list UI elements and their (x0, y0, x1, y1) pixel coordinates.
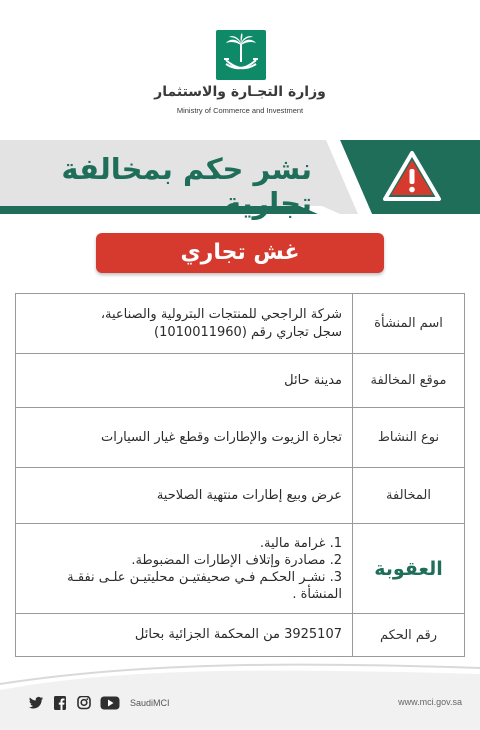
row-label: نوع النشاط (352, 408, 464, 467)
ministry-name-arabic: وزارة التجـارة والاستثمار (154, 84, 326, 100)
youtube-icon[interactable] (100, 696, 120, 710)
footer-wave (0, 660, 480, 730)
palm-swords-icon (216, 30, 266, 80)
list-item: 2. مصادرة وإتلاف الإطارات المضبوطة. (131, 552, 342, 568)
row-label: رقم الحكم (352, 614, 464, 656)
ministry-logo (216, 30, 266, 80)
row-value: 3925107 من المحكمة الجزائية بحائل (134, 627, 342, 642)
social-handle[interactable]: SaudiMCI (130, 698, 170, 708)
violation-type-badge: غش تجاري (96, 233, 384, 273)
banner-title: نشر حكم بمخالفة تجارية (61, 152, 312, 220)
row-value (16, 294, 352, 353)
facility-name-line: شركة الراجحي للمنتجات البترولية والصناعية، (100, 306, 342, 322)
violation-details-table (15, 293, 465, 657)
facebook-icon[interactable] (52, 696, 68, 710)
warning-icon (382, 150, 442, 202)
row-label: موقع المخالفة (352, 354, 464, 407)
row-value: مدينة حائل (284, 372, 342, 388)
instagram-icon[interactable] (76, 696, 92, 710)
penalty-list (24, 535, 342, 603)
row-value (16, 524, 352, 613)
row-label: العقوبة (352, 524, 464, 613)
twitter-icon[interactable] (28, 696, 44, 710)
website-link[interactable]: www.mci.gov.sa (398, 697, 462, 707)
list-item: 1. غرامة مالية. (259, 535, 342, 551)
table-row-facility-name (16, 294, 464, 354)
row-label: المخالفة (352, 468, 464, 523)
social-links (28, 696, 170, 710)
table-row-location (16, 354, 464, 408)
table-row-penalty (16, 524, 464, 614)
table-row-violation (16, 468, 464, 524)
list-item: 3. نشـر الحكـم فـي صحيفتيـن محليتيـن علـى نفقـة المنشأة . (67, 569, 342, 602)
row-value: تجارة الزيوت والإطارات وقطع غيار السيارات (101, 429, 342, 445)
ministry-name-english: Ministry of Commerce and Investment (176, 106, 304, 115)
commercial-register-line: سجل تجاري رقم (1010011960) (154, 324, 342, 340)
row-label: اسم المنشأة (352, 294, 464, 353)
table-row-judgment-number (16, 614, 464, 656)
row-value: عرض وبيع إطارات منتهية الصلاحية (156, 487, 342, 503)
table-row-activity (16, 408, 464, 468)
